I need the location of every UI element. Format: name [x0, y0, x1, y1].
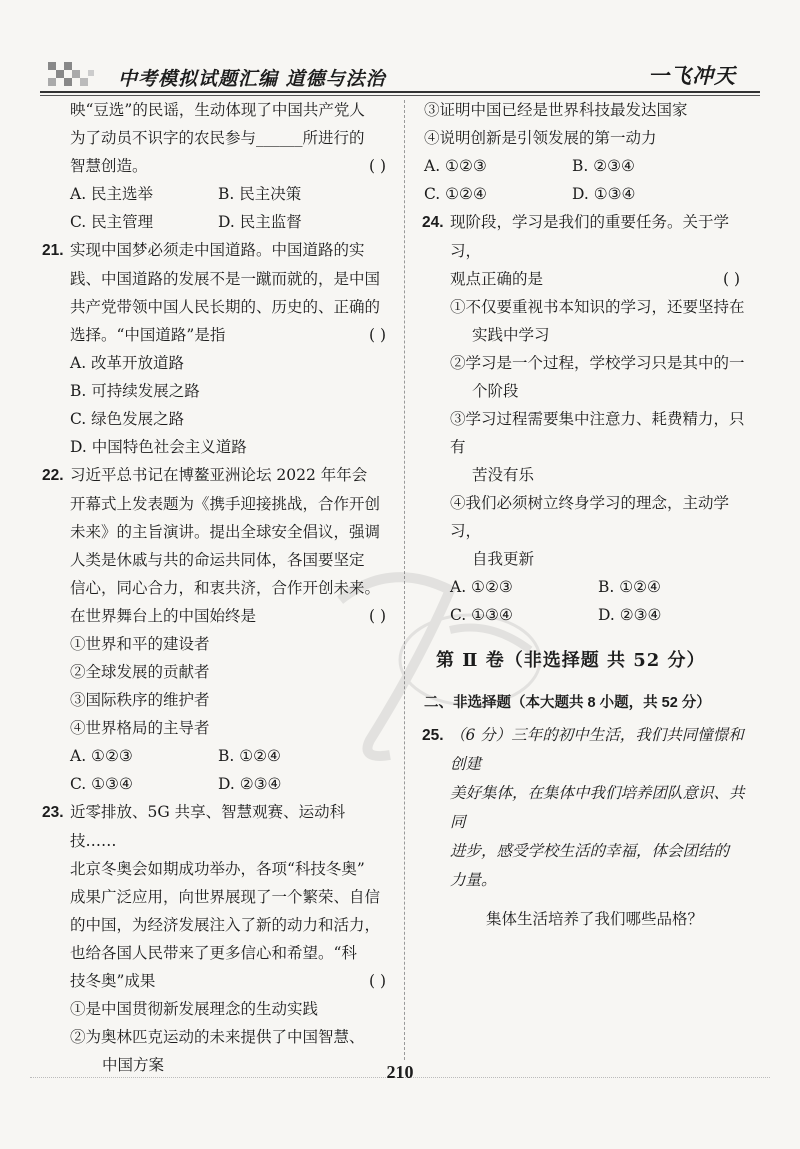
option-b: B. 民主决策 — [218, 185, 302, 203]
q25-line4: 力量。 — [450, 871, 497, 889]
statement-1-cont: 实践中学习 — [472, 326, 550, 344]
option-d: D. 中国特色社会主义道路 — [70, 438, 247, 456]
answer-bracket: ( ) — [368, 607, 386, 625]
question-number: 24. — [422, 214, 444, 231]
option-d: D. ②③④ — [598, 606, 662, 624]
left-column — [44, 96, 388, 1079]
q22-stem-end: 在世界舞台上的中国始终是 — [70, 607, 257, 625]
q20-options-row2 — [44, 208, 388, 236]
section-subtitle: 二、非选择题（本大题共 8 小题，共 52 分） — [424, 695, 711, 711]
question-20-tail — [44, 96, 388, 236]
question-number: 21. — [42, 242, 64, 259]
header-rule — [40, 91, 760, 93]
q23-line2: 北京冬奥会如期成功举办，各项“科技冬奥” — [70, 860, 365, 878]
q20-line1: 映“豆选”的民谣，生动体现了中国共产党人 — [70, 101, 365, 119]
statement-2: ②学习是一个过程，学校学习只是其中的一 — [450, 354, 745, 372]
question-number: 22. — [42, 467, 64, 484]
statement-2-cont: 中国方案 — [102, 1056, 165, 1074]
page-number: 210 — [386, 1062, 414, 1082]
statement-3: ③证明中国已经是世界科技最发达国家 — [424, 101, 688, 119]
statement-3: ③国际秩序的维护者 — [70, 691, 210, 709]
option-d: D. ①③④ — [572, 185, 636, 203]
q24-stem-end: 观点正确的是 — [450, 270, 544, 288]
book-title: 中考模拟试题汇编 道德与法治 — [118, 68, 386, 90]
q25-line3: 进步，感受学校生活的幸福，体会团结的 — [450, 842, 730, 860]
question-number: 25. — [422, 727, 444, 744]
statement-2: ②全球发展的贡献者 — [70, 663, 210, 681]
statement-3-cont: 苦没有乐 — [472, 466, 535, 484]
statement-4-cont: 自我更新 — [472, 550, 535, 568]
statement-4: ④我们必须树立终身学习的理念，主动学习， — [450, 494, 730, 540]
question-25 — [424, 721, 754, 933]
q21-text1: 实现中国梦必须走中国道路。中国道路的实 — [70, 241, 365, 259]
option-b: B. ①②④ — [218, 747, 281, 765]
answer-bracket: ( ) — [368, 326, 386, 344]
option-b: B. ②③④ — [572, 157, 635, 175]
option-c: C. ①②④ — [424, 185, 487, 203]
option-c: C. 绿色发展之路 — [70, 410, 185, 428]
option-a: A. ①②③ — [424, 157, 487, 175]
q25-line1 — [422, 721, 754, 779]
section-title: 第 Ⅱ 卷（非选择题 共 52 分） — [436, 650, 706, 671]
q22-options-row1 — [44, 742, 388, 770]
option-a: A. ①②③ — [70, 747, 133, 765]
q25-question: 集体生活培养了我们哪些品格？ — [486, 910, 704, 928]
right-column — [424, 96, 754, 933]
column-divider — [404, 100, 405, 1060]
answer-bracket: ( ) — [368, 157, 386, 175]
q23-line4: 的中国，为经济发展注入了新的动力和活力， — [70, 916, 381, 934]
option-a: A. 改革开放道路 — [70, 354, 185, 372]
q24-line2 — [450, 265, 754, 293]
question-24 — [424, 208, 754, 629]
option-c: C. ①③④ — [70, 775, 133, 793]
brand-logo-text: 一飞冲天 — [648, 63, 736, 88]
statement-2: ②为奥林匹克运动的未来提供了中国智慧、 — [70, 1028, 365, 1046]
statement-3: ③学习过程需要集中注意力、耗费精力，只有 — [450, 410, 745, 456]
answer-bracket: ( ) — [368, 972, 386, 990]
q23-options-row2 — [424, 180, 754, 208]
q22-line5: 信心，同心合力，和衷共济，合作开创未来。 — [70, 579, 381, 597]
q23-line3: 成果广泛应用，向世界展现了一个繁荣、自信 — [70, 888, 381, 906]
option-a: A. 民主选举 — [70, 185, 154, 203]
page-header — [40, 40, 760, 98]
option-a: A. ①②③ — [450, 578, 513, 596]
q23-options-row1 — [424, 152, 754, 180]
q20-line2: 为了动员不识字的农民参与______所进行的 — [70, 129, 365, 147]
option-d: D. ②③④ — [218, 775, 282, 793]
option-c: C. 民主管理 — [70, 213, 154, 231]
q20-line3-text: 智慧创造。 — [70, 157, 148, 175]
q22-line1 — [44, 461, 388, 490]
q22-options-row2 — [44, 770, 388, 798]
question-23-tail — [424, 96, 754, 208]
option-b: B. ①②④ — [598, 578, 661, 596]
q22-line4: 人类是休戚与共的命运共同体，各国要坚定 — [70, 551, 365, 569]
q24-options-row2 — [450, 601, 754, 629]
q22-line6 — [44, 602, 388, 630]
q20-line3 — [44, 152, 388, 180]
statement-1: ①世界和平的建设者 — [70, 635, 210, 653]
q23-line6 — [44, 967, 388, 995]
question-21 — [44, 236, 388, 461]
answer-bracket: ( ) — [722, 270, 740, 288]
option-c: C. ①③④ — [450, 606, 513, 624]
checker-pattern-icon — [48, 62, 96, 88]
question-23 — [44, 798, 388, 1079]
q25-line2: 美好集体，在集体中我们培养团队意识、共同 — [450, 784, 745, 831]
question-22 — [44, 461, 388, 798]
q23-text1: 近零排放、5G 共享、智慧观赛、运动科技…… — [70, 803, 346, 850]
q20-options-row1 — [44, 180, 388, 208]
q22-text1: 习近平总书记在博鳌亚洲论坛 2022 年年会 — [70, 466, 368, 484]
q23-line5: 也给各国人民带来了更多信心和希望。“科 — [70, 944, 357, 962]
q23-line1 — [44, 798, 388, 855]
q23-stem-end: 技冬奥”成果 — [70, 972, 156, 990]
q21-line3: 共产党带领中国人民长期的、历史的、正确的 — [70, 298, 381, 316]
statement-2-cont: 个阶段 — [472, 382, 519, 400]
question-number: 23. — [42, 804, 64, 821]
option-b: B. 可持续发展之路 — [70, 382, 200, 400]
q25-text1: （6 分）三年的初中生活，我们共同憧憬和创建 — [450, 726, 744, 773]
q22-line2: 开幕式上发表题为《携手迎接挑战，合作开创 — [70, 495, 381, 513]
q24-line1 — [422, 208, 754, 265]
q21-line1 — [44, 236, 388, 265]
statement-1: ①不仅要重视书本知识的学习，还要坚持在 — [450, 298, 745, 316]
statement-1: ①是中国贯彻新发展理念的生动实践 — [70, 1000, 319, 1018]
q24-options-row1 — [450, 573, 754, 601]
q22-line3: 未来》的主旨演讲。提出全球安全倡议，强调 — [70, 523, 381, 541]
q21-stem-end: 选择。“中国道路”是指 — [70, 326, 226, 344]
statement-4: ④世界格局的主导者 — [70, 719, 210, 737]
option-d: D. 民主监督 — [218, 213, 302, 231]
q24-text1: 现阶段，学习是我们的重要任务。关于学习， — [450, 213, 730, 260]
q21-line4 — [44, 321, 388, 349]
q21-line2: 践、中国道路的发展不是一蹴而就的，是中国 — [70, 270, 381, 288]
statement-4: ④说明创新是引领发展的第一动力 — [424, 129, 657, 147]
